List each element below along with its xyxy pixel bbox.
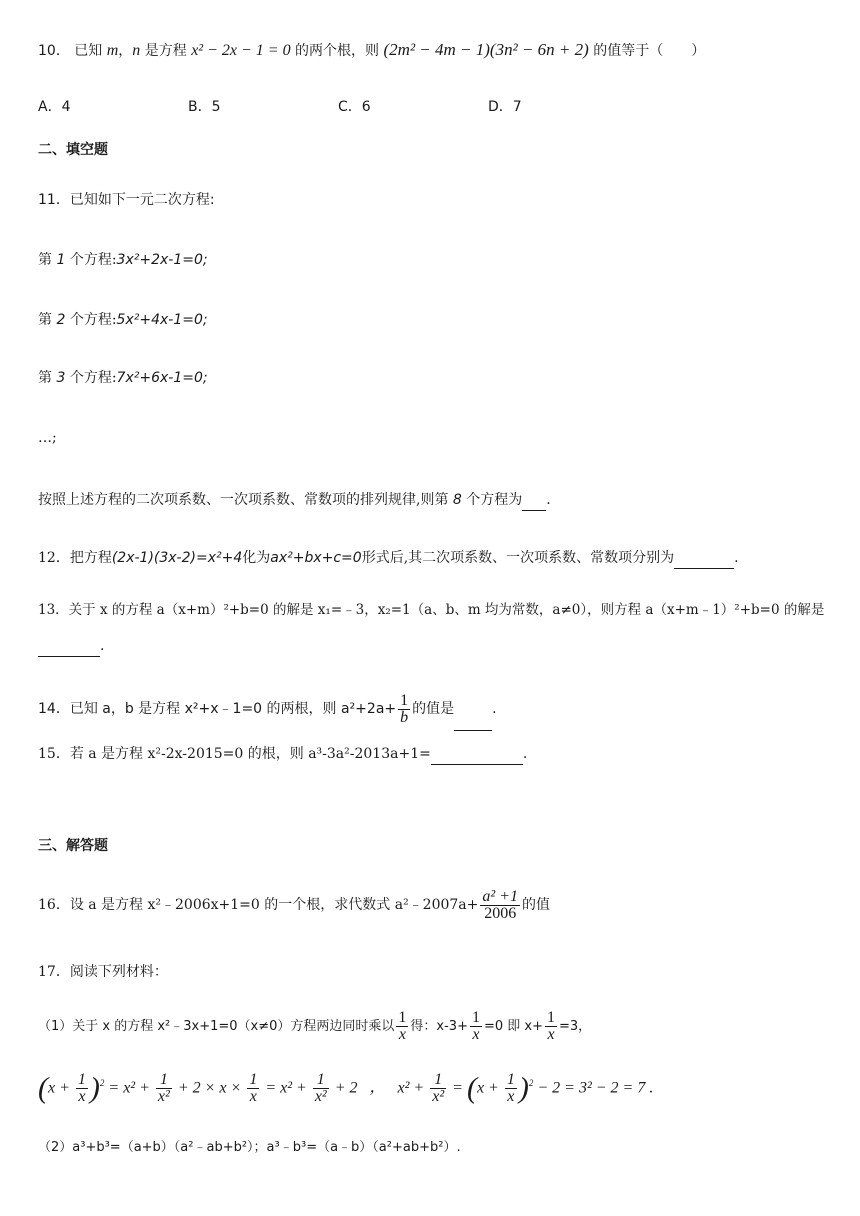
fraction-denominator: x [507,1088,515,1106]
section-heading-fill-in: 二、填空题 [38,142,108,158]
fraction-numerator: 1 [249,1071,258,1089]
q14-text-post: 的值是 [412,701,455,717]
fraction-denominator: x² [314,1088,327,1106]
fraction-1-over-x2 [313,1072,329,1105]
eq-label-suffix: 个方程: [69,370,117,386]
right-paren: ) [89,1071,100,1105]
answer-blank[interactable] [38,636,100,657]
fraction-denominator: x [398,1026,406,1043]
q12-text-tail: 形式后,其二次项系数、一次项系数、常数项分别为 [361,550,675,566]
q12-general-form: ax²+bx+c=0 [270,550,362,566]
q11-eq-number: 8 [452,492,462,508]
equation-3: 7x²+6x-1=0; [116,370,208,386]
fraction-denominator: x [249,1088,257,1106]
answer-blank[interactable] [431,744,523,765]
q17-derivation: (x + $\frac{1}{x}$ )$^2$ = x² + $\frac{1}{\text{x²}}$ + 2 × x × $\frac{1}{x}$ = x² + $\frac{1}{\text{x²}}$ + 2 ， x² + $\frac{1}{\text{x²}}$ = (x + $\frac{1}{x}$ )$^2$ − 2 = 3² − 2 = 7 . [38,1071,654,1106]
period: . [492,701,497,717]
fraction-denominator: x² [157,1088,170,1106]
eq-label-suffix: 个方程: [69,312,117,328]
expr-part: x² + [397,1079,425,1097]
fraction-numerator: 1 [430,1072,446,1089]
separator: ， [369,1079,386,1097]
answer-blank[interactable] [522,490,546,511]
q17-intro: 17．阅读下列材料： [38,964,168,980]
expr-part: + 2 [334,1079,358,1097]
q15-line [38,744,527,765]
eq-label-prefix: 第 [38,252,52,268]
option-c: C．6 [338,99,371,115]
expr-part: − 2 = 3² − 2 = 7 . [537,1079,654,1097]
fraction-numerator: 1 [506,1071,515,1089]
period: . [100,638,105,654]
fraction-1-over-x [505,1072,517,1105]
expr-part: = [452,1079,463,1097]
fraction-1-over-x [247,1072,259,1105]
expr-part: = x² + [265,1079,307,1097]
q10-text-4: 的值等于（ ） [593,43,706,59]
q13-line-2 [38,636,104,657]
fraction-1-over-x2 [156,1072,172,1105]
q10-equation: x² − 2x − 1 = 0 [191,42,291,59]
q10-number: 10． [38,43,70,59]
q10-line [38,40,705,61]
fraction-denominator: x [472,1026,480,1043]
q17-material-1 [38,1004,591,1052]
equation-2: 5x²+4x-1=0; [116,312,208,328]
eq-label-prefix: 第 [38,312,52,328]
var-n: n [132,42,141,59]
option-d: D．7 [488,99,522,115]
fraction-1-over-x [396,1010,408,1043]
q14-line [38,688,497,730]
q10-expression: (2m² − 4m − 1)(3n² − 6n + 2) [383,40,589,59]
q15-text: 15．若 a 是方程 x²-2x-2015=0 的根，则 a³-3a²-2013a+1= [38,746,431,762]
comma: ， [118,43,133,59]
answer-blank[interactable] [674,548,734,569]
q11-eq3-line [38,368,208,388]
eq-label-prefix: 第 [38,370,52,386]
q13-line-1: 13．关于 x 的方程 a（x+m）²+b=0 的解是 x₁=﹣3，x₂=1（a、b、m 均为常数，a≠0），则方程 a（x+m﹣1）²+b=0 的解是 [38,602,825,618]
q17-p1-text: （1）关于 x 的方程 x²﹣3x+1=0（x≠0）方程两边同时乘以 [38,1019,395,1034]
option-b: B．5 [188,99,221,115]
var-x: x [476,1079,485,1097]
fraction-numerator: a² +1 [482,887,518,905]
fraction-denominator: 2006 [484,904,517,922]
q11-question-text-2: 个方程为 [466,492,523,508]
q10-text-3: 的两个根，则 [295,43,380,59]
section-heading-solutions: 三、解答题 [38,838,108,854]
q16-text-post: 的值 [521,897,550,913]
period: . [522,746,528,762]
left-paren: ( [466,1071,477,1105]
period: . [546,492,551,508]
fraction-a2plus1-over-2006 [480,889,520,922]
q17-p1-text-2: 得：x-3+ [410,1019,468,1034]
q12-equation: (2x-1)(3x-2)=x²+4 [111,550,243,566]
q17-material-2: （2）a³+b³=（a+b）（a²﹣ab+b²）；a³﹣b³=（a﹣b）（a²+ab+b²）. [38,1140,461,1155]
q11-question [38,490,551,511]
q11-intro: 11．已知如下一元二次方程: [38,192,215,208]
q12-line [38,548,739,569]
answer-blank[interactable] [454,688,492,731]
q11-ellipsis: …; [38,430,57,446]
fraction-1-over-x [76,1072,88,1105]
q12-text: 12．把方程 [38,550,112,566]
var-m: m [106,42,119,59]
eq-label-suffix: 个方程: [69,252,117,268]
fraction-numerator: 1 [77,1071,86,1089]
fraction-numerator: 1 [547,1009,555,1026]
q14-text: 14．已知 a，b 是方程 x²+x﹣1=0 的两根，则 a²+2a+ [38,701,397,717]
eq-number: 3 [56,370,66,386]
expr-part: = x² + [108,1079,150,1097]
q12-text-mid: 化为 [242,550,271,566]
expr-part: + 2 × x × [177,1079,242,1097]
equation-1: 3x²+2x-1=0; [116,252,208,268]
eq-number: 2 [56,312,66,328]
fraction-1-over-x [470,1010,482,1043]
q11-eq2-line [38,310,208,330]
fraction-denominator: x [547,1026,555,1043]
fraction-numerator: 1 [400,691,409,709]
fraction-numerator: 1 [471,1009,480,1026]
fraction-denominator: b [400,708,409,726]
fraction-1-over-x2 [430,1072,446,1105]
q11-question-text: 按照上述方程的二次项系数、一次项系数、常数项的排列规律,则第 [38,492,449,508]
q10-text-2: 是方程 [144,43,187,59]
left-paren: ( [38,1071,48,1105]
eq-number: 1 [56,252,66,268]
q16-text: 16．设 a 是方程 x²﹣2006x+1=0 的一个根，求代数式 a²﹣2007a+ [38,897,479,913]
q17-p1-text-3: =0 即 x+ [483,1019,543,1034]
fraction-1-over-x [545,1010,557,1043]
fraction-numerator: 1 [313,1072,329,1089]
fraction-numerator: 1 [156,1072,172,1089]
period: . [734,550,739,566]
fraction-numerator: 1 [398,1009,407,1026]
option-a: A．4 [38,99,71,115]
q17-p1-text-4: =3， [559,1019,592,1034]
q10-text-1: 已知 [74,43,103,59]
fraction-1-over-b [398,693,410,726]
fraction-denominator: x² [432,1088,445,1106]
var-x: x [48,1079,56,1097]
right-paren: ) [518,1071,529,1105]
q16-line [38,882,550,930]
fraction-denominator: x [78,1088,86,1106]
q11-eq1-line [38,250,208,270]
